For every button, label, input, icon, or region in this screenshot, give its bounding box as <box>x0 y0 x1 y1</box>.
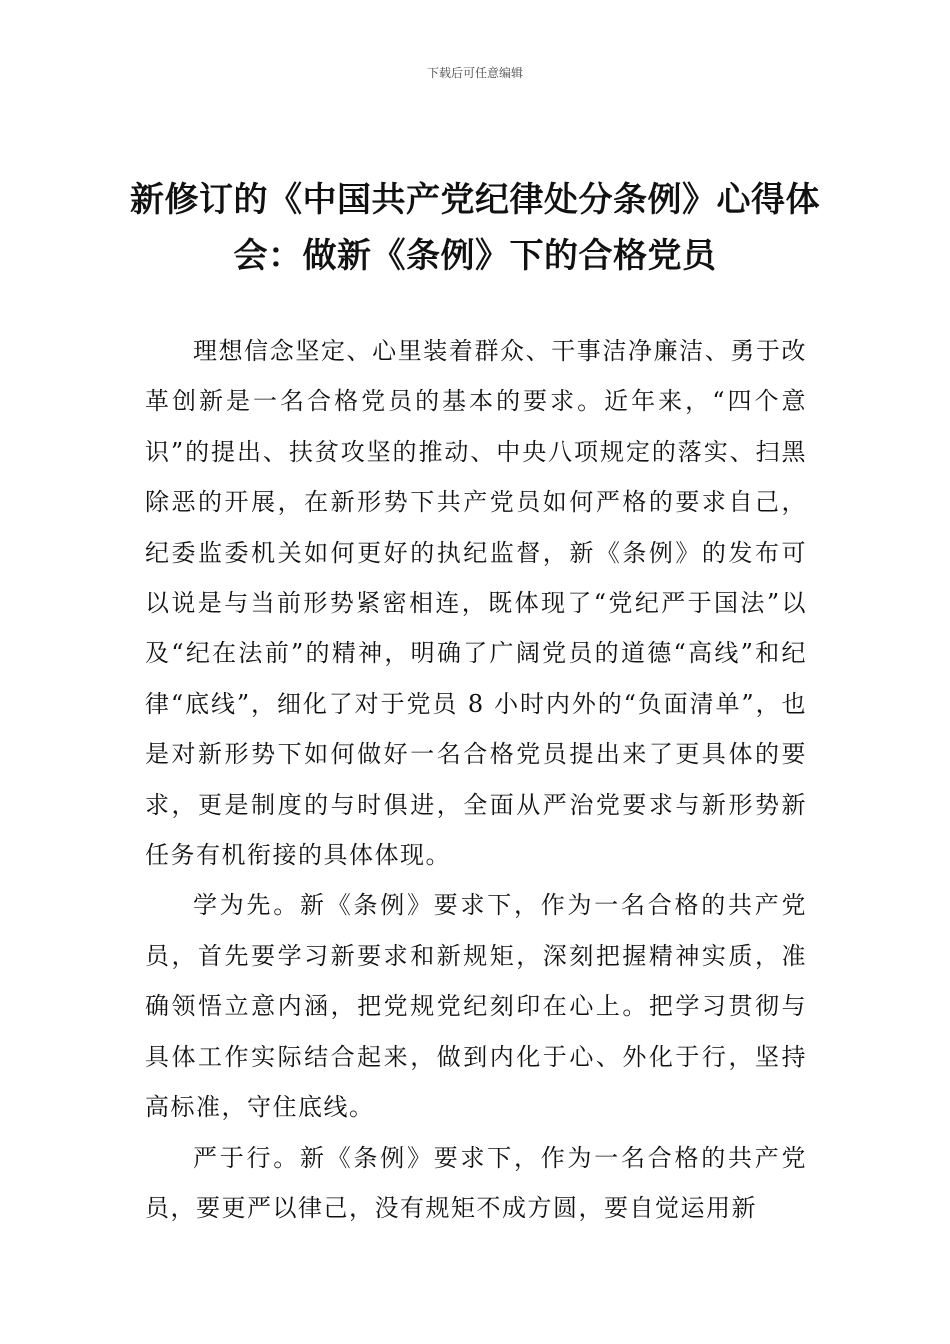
header-note: 下载后可任意编辑 <box>426 66 523 80</box>
paragraph-strict-action: 严于行。新《条例》要求下，作为一名合格的共产党员，要更严以律己，没有规矩不成方圆，要自觉运用新 <box>145 1143 807 1222</box>
paragraph-intro: 理想信念坚定、心里装着群众、干事洁净廉洁、勇于改革创新是一名合格党员的基本的要求。近年来，“四个意识”的提出、扶贫攻坚的推动、中央八项规定的落实、扫黑除恶的开展，在新形势下共产党员如何严格的要求自己，纪委监委机关如何更好的执纪监督，新《条例》的发布可以说是与当前形势紧密相连，既体现了“党纪严于国法”以及“纪在法前”的精神，明确了广阔党员的道德“高线”和纪律“底线”，细化了对于党员 8 小时内外的“负面清单”，也是对新形势下如何做好一名合格党员提出来了更具体的要求，更是制度的与时俱进，全面从严治党要求与新形势新任务有机衔接的具体体现。 <box>145 337 807 870</box>
paragraph-study-first: 学为先。新《条例》要求下，作为一名合格的共产党员，首先要学习新要求和新规矩，深刻把握精神实质，准确领悟立意内涵，把党规党纪刻印在心上。把学习贯彻与具体工作实际结合起来，做到内化于心、外化于行，坚持高标准，守住底线。 <box>145 891 807 1122</box>
document-title: 新修订的《中国共产党纪律处分条例》心得体会：做新《条例》下的合格党员 <box>130 180 820 276</box>
document-body <box>145 326 807 1233</box>
